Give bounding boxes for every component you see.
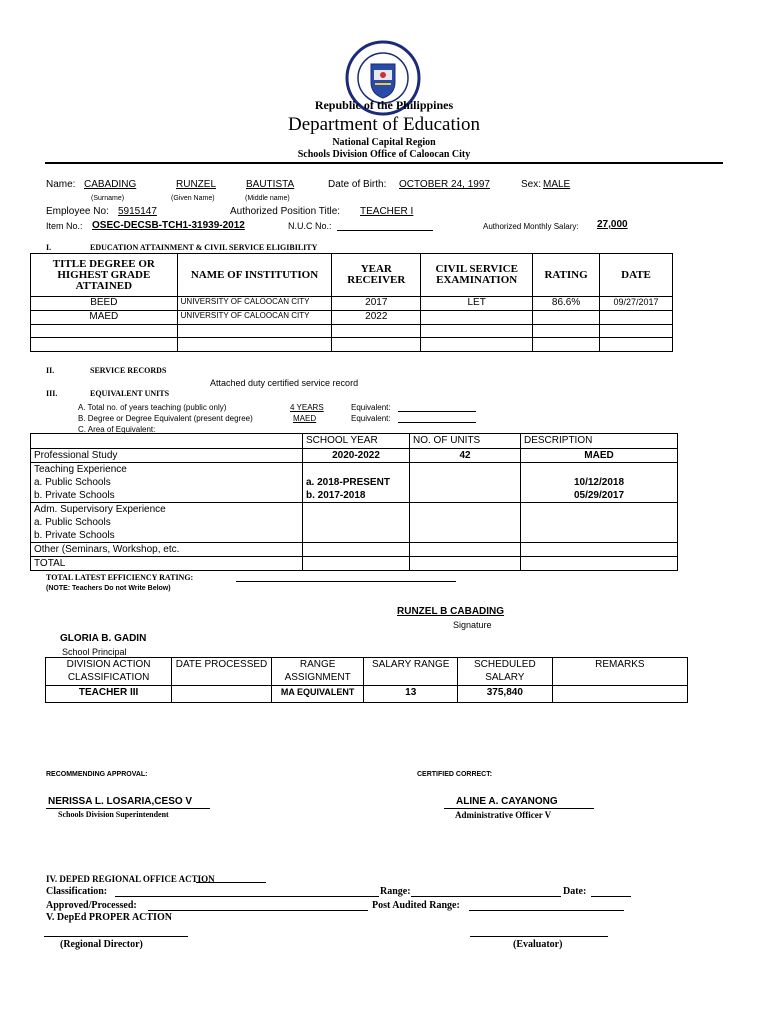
classification-cell: TEACHER III — [46, 686, 172, 703]
superintendent-line — [46, 808, 210, 809]
teaching-public-year: a. 2018-PRESENT — [306, 477, 390, 488]
teaching-experience-label: Teaching Experience — [34, 464, 127, 475]
rating-cell — [533, 325, 600, 338]
table-row — [31, 338, 673, 352]
col-description: DESCRIPTION — [521, 434, 678, 449]
recommending-approval-label: RECOMMENDING APPROVAL: — [46, 771, 148, 778]
table-row — [31, 449, 678, 463]
item-no-value: OSEC-DECSB-TCH1-31939-2012 — [92, 220, 245, 231]
section-4-underline — [196, 882, 266, 883]
adm-public-label: a. Public Schools — [34, 517, 111, 528]
exam-cell — [421, 311, 533, 325]
institution-cell: UNIVERSITY OF CALOOCAN CITY — [177, 297, 332, 311]
section-2-number: II. — [46, 366, 55, 375]
date-cell: 09/27/2017 — [600, 297, 673, 311]
years-teaching-value: 4 YEARS — [290, 403, 324, 412]
signature-name: RUNZEL B CABADING — [397, 606, 505, 617]
admin-officer-line — [444, 808, 594, 809]
date-blank — [591, 896, 631, 897]
range-blank — [411, 896, 561, 897]
evaluator-label: (Evaluator) — [513, 939, 563, 950]
regional-director-label: (Regional Director) — [60, 939, 143, 950]
equivalent-blank-a — [398, 411, 476, 412]
col-title-degree: TITLE DEGREE OR HIGHEST GRADE ATTAINED — [31, 254, 178, 297]
table-row — [31, 311, 673, 325]
col-division-action: DIVISION ACTION CLASSIFICATION — [46, 658, 172, 686]
year-cell: 2022 — [332, 311, 421, 325]
col-institution: NAME OF INSTITUTION — [177, 254, 332, 297]
professional-study-label: Professional Study — [31, 449, 303, 463]
table-row — [31, 503, 678, 543]
exam-cell: LET — [421, 297, 533, 311]
date-cell — [600, 325, 673, 338]
salary-label: Authorized Monthly Salary: — [483, 222, 579, 231]
col-year: YEAR RECEIVER — [332, 254, 421, 297]
other-seminars-label: Other (Seminars, Workshop, etc. — [31, 543, 303, 557]
rating-cell — [533, 338, 600, 352]
efficiency-rating-label: TOTAL LATEST EFFICIENCY RATING: — [46, 573, 194, 582]
regional-director-line — [44, 936, 188, 937]
employee-no-value: 5915147 — [118, 206, 157, 217]
dob-label: Date of Birth: — [328, 179, 387, 190]
equivalent-blank-b — [398, 422, 476, 423]
section-2-title: SERVICE RECORDS — [90, 366, 167, 375]
range-assignment-cell: MA EQUIVALENT — [271, 686, 364, 703]
degree-equivalent-label: B. Degree or Degree Equivalent (present degree) — [78, 414, 253, 423]
adm-private-label: b. Private Schools — [34, 530, 115, 541]
equivalent-units-table — [30, 433, 678, 571]
region-heading: National Capital Region — [332, 137, 436, 148]
section-5-title: V. DepEd PROPER ACTION — [46, 912, 172, 923]
section-1-title: EDUCATION ATTAINMENT & CIVIL SERVICE ELIGIBILITY — [90, 243, 318, 252]
efficiency-rating-blank — [236, 581, 456, 582]
degree-cell: MAED — [31, 311, 178, 325]
col-rating: RATING — [533, 254, 600, 297]
teaching-private-year: b. 2017-2018 — [306, 490, 366, 501]
teaching-private-label: b. Private Schools — [34, 490, 115, 501]
degree-equivalent-value: MAED — [293, 414, 317, 423]
department-heading: Department of Education — [287, 114, 481, 135]
division-heading: Schools Division Office of Caloocan City — [297, 149, 471, 160]
superintendent-name: NERISSA L. LOSARIA,CESO V — [48, 796, 193, 807]
section-4-title: IV. DEPED REGIONAL OFFICE ACTION — [46, 874, 215, 884]
section-3-number: III. — [46, 389, 58, 398]
principal-title: School Principal — [62, 647, 127, 657]
classification-label: Classification: — [46, 886, 108, 897]
teaching-private-date: 05/29/2017 — [573, 490, 625, 501]
equivalent-label-a: Equivalent: — [351, 403, 391, 412]
col-date-processed: DATE PROCESSED — [172, 658, 272, 686]
institution-cell — [177, 338, 332, 352]
professional-school-year: 2020-2022 — [303, 449, 410, 463]
surname-value: CABADING — [84, 179, 137, 190]
position-label: Authorized Position Title: — [230, 206, 341, 217]
total-label: TOTAL — [31, 557, 303, 571]
year-cell — [332, 325, 421, 338]
item-no-label: Item No.: — [46, 221, 83, 231]
service-record-note: Attached duty certified service record — [210, 378, 359, 388]
year-cell: 2017 — [332, 297, 421, 311]
table-row — [31, 463, 678, 503]
education-table — [30, 253, 673, 352]
teachers-note: (NOTE: Teachers Do not Write Below) — [46, 585, 171, 592]
area-equivalent-label: C. Area of Equivalent: — [78, 425, 156, 434]
dob-value: OCTOBER 24, 1997 — [399, 179, 490, 190]
scheduled-salary-cell: 375,840 — [458, 686, 553, 703]
admin-officer-title: Administrative Officer V — [455, 810, 552, 820]
equivalent-label-b: Equivalent: — [351, 414, 391, 423]
col-school-year: SCHOOL YEAR — [303, 434, 410, 449]
exam-cell — [421, 325, 533, 338]
admin-officer-name: ALINE A. CAYANONG — [456, 796, 558, 807]
date-label: Date: — [563, 886, 587, 897]
exam-cell — [421, 338, 533, 352]
col-scheduled-salary: SCHEDULED SALARY — [458, 658, 553, 686]
employee-no-label: Employee No: — [46, 206, 109, 217]
degree-cell — [31, 338, 178, 352]
table-row — [46, 686, 688, 703]
signature-caption: Signature — [453, 620, 492, 630]
section-1-number: I. — [46, 243, 52, 252]
institution-cell: UNIVERSITY OF CALOOCAN CITY — [177, 311, 332, 325]
division-action-table — [45, 657, 688, 703]
table-row — [31, 557, 678, 571]
approved-processed-blank — [148, 910, 368, 911]
rating-cell — [533, 311, 600, 325]
superintendent-title: Schools Division Superintendent — [58, 810, 169, 819]
given-name-caption: (Given Name) — [171, 195, 215, 202]
header-divider — [45, 162, 723, 164]
remarks-cell — [552, 686, 687, 703]
date-cell — [600, 311, 673, 325]
table-row — [31, 543, 678, 557]
table-row — [31, 297, 673, 311]
range-label: Range: — [380, 886, 411, 897]
evaluator-line — [470, 936, 608, 937]
middle-name-caption: (Middle name) — [245, 195, 290, 202]
table-row — [31, 325, 673, 338]
salary-range-cell: 13 — [364, 686, 458, 703]
col-no-units: NO. OF UNITS — [410, 434, 521, 449]
sex-value: MALE — [543, 179, 571, 190]
col-remarks: REMARKS — [552, 658, 687, 686]
name-label: Name: — [46, 179, 76, 190]
position-value: TEACHER I — [360, 206, 414, 217]
degree-cell: BEED — [31, 297, 178, 311]
certified-correct-label: CERTIFIED CORRECT: — [417, 771, 493, 778]
col-date: DATE — [600, 254, 673, 297]
nuc-label: N.U.C No.: — [288, 221, 332, 231]
classification-blank — [115, 896, 379, 897]
principal-name: GLORIA B. GADIN — [60, 633, 147, 644]
teaching-public-date: 10/12/2018 — [573, 477, 625, 488]
approved-processed-label: Approved/Processed: — [46, 900, 137, 911]
col-range-assignment: RANGE ASSIGNMENT — [271, 658, 364, 686]
salary-value: 27,000 — [597, 219, 628, 230]
degree-cell — [31, 325, 178, 338]
post-audited-blank — [469, 910, 624, 911]
republic-heading: Republic of the Philippines — [314, 98, 454, 112]
middle-name-value: BAUTISTA — [246, 179, 295, 190]
rating-cell: 86.6% — [533, 297, 600, 311]
post-audited-label: Post Audited Range: — [372, 900, 460, 911]
professional-units: 42 — [410, 449, 521, 463]
adm-experience-label: Adm. Supervisory Experience — [34, 504, 166, 515]
surname-caption: (Surname) — [91, 195, 125, 202]
years-teaching-label: A. Total no. of years teaching (public only) — [78, 403, 227, 412]
date-processed-cell — [172, 686, 272, 703]
nuc-blank — [337, 230, 433, 231]
institution-cell — [177, 325, 332, 338]
col-salary-range: SALARY RANGE — [364, 658, 458, 686]
sex-label: Sex: — [521, 179, 542, 190]
date-cell — [600, 338, 673, 352]
col-category — [31, 434, 303, 449]
col-civil-service: CIVIL SERVICE EXAMINATION — [421, 254, 533, 297]
year-cell — [332, 338, 421, 352]
teaching-public-label: a. Public Schools — [34, 477, 111, 488]
section-3-title: EQUIVALENT UNITS — [90, 389, 170, 398]
professional-description: MAED — [521, 449, 678, 463]
given-name-value: RUNZEL — [176, 179, 217, 190]
